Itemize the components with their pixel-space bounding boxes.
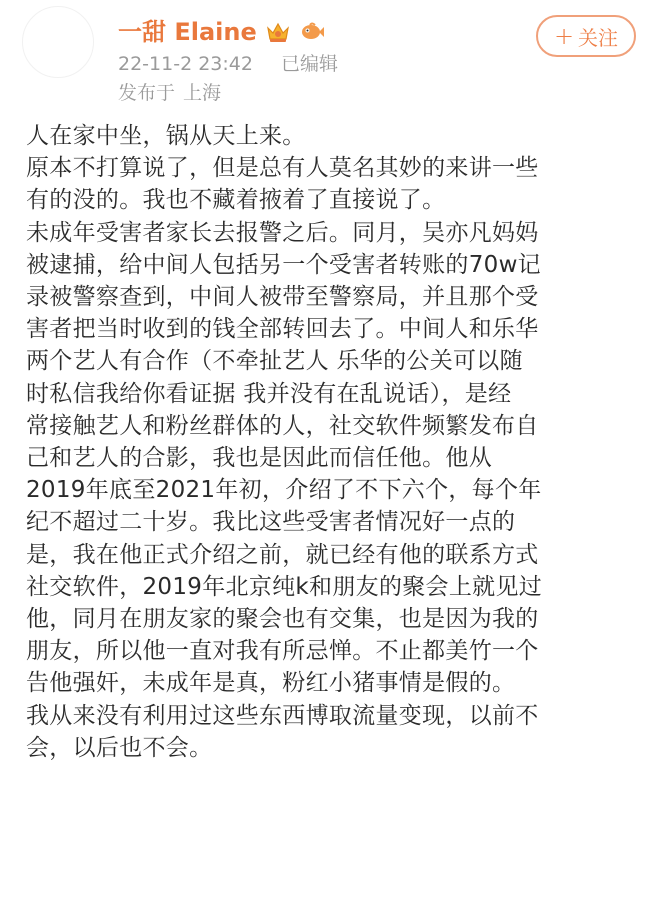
post-line: 未成年受害者家长去报警之后。同月，吴亦凡妈妈 (26, 219, 539, 246)
post-line: 害者把当时收到的钱全部转回去了。中间人和乐华 (26, 316, 539, 343)
author-line (118, 12, 325, 52)
post-line: 己和艺人的合影，我也是因此而信任他。他从 (26, 445, 492, 472)
post-line: 有的没的。我也不藏着掖着了直接说了。 (26, 187, 446, 214)
post-text (26, 120, 638, 764)
author-name[interactable]: 一甜 Elaine (118, 18, 257, 46)
post-meta (118, 52, 338, 76)
follow-label: 关注 (578, 25, 619, 50)
location-label: 上海 (183, 82, 222, 104)
post-line: 常接触艺人和粉丝群体的人，社交软件频繁发布自 (26, 412, 539, 439)
post-line: 两个艺人有合作（不牵扯艺人 乐华的公关可以随 (26, 348, 523, 375)
post-line: 2019年底至2021年初，介绍了不下六个，每个年 (26, 477, 542, 504)
post-line: 社交软件，2019年北京纯k和朋友的聚会上就见过 (26, 573, 543, 600)
follow-button[interactable] (536, 15, 636, 57)
post-line: 录被警察查到，中间人被带至警察局，并且那个受 (26, 284, 539, 311)
post-datetime: 22-11-2 23:42 (118, 53, 253, 75)
post-line: 被逮捕，给中间人包括另一个受害者转账的70w记 (26, 251, 541, 278)
post-header (0, 0, 660, 110)
post-line: 他，同月在朋友家的聚会也有交集，也是因为我的 (26, 606, 539, 633)
post-line: 时私信我给你看证据 我并没有在乱说话），是经 (26, 380, 512, 407)
crown-badge-icon (265, 20, 291, 44)
fish-badge-icon (299, 20, 325, 44)
post-line: 会，以后也不会。 (26, 734, 213, 761)
posted-from-label: 发布于 (118, 82, 176, 104)
post-location (118, 81, 221, 105)
post-line: 人在家中坐，锅从天上来。 (26, 123, 306, 149)
edited-label[interactable]: 已编辑 (280, 53, 338, 75)
avatar[interactable] (22, 6, 94, 78)
post-line: 纪不超过二十岁。我比这些受害者情况好一点的 (26, 509, 516, 536)
post-line: 是，我在他正式介绍之前，就已经有他的联系方式 (26, 541, 539, 568)
plus-icon: + (553, 22, 575, 50)
post-line: 告他强奸，未成年是真，粉红小猪事情是假的。 (26, 670, 516, 697)
post-line: 朋友，所以他一直对我有所忌惮。不止都美竹一个 (26, 638, 539, 665)
post-line: 原本不打算说了，但是总有人莫名其妙的来讲一些 (26, 155, 539, 182)
post-line: 我从来没有利用过这些东西博取流量变现，以前不 (26, 702, 539, 729)
